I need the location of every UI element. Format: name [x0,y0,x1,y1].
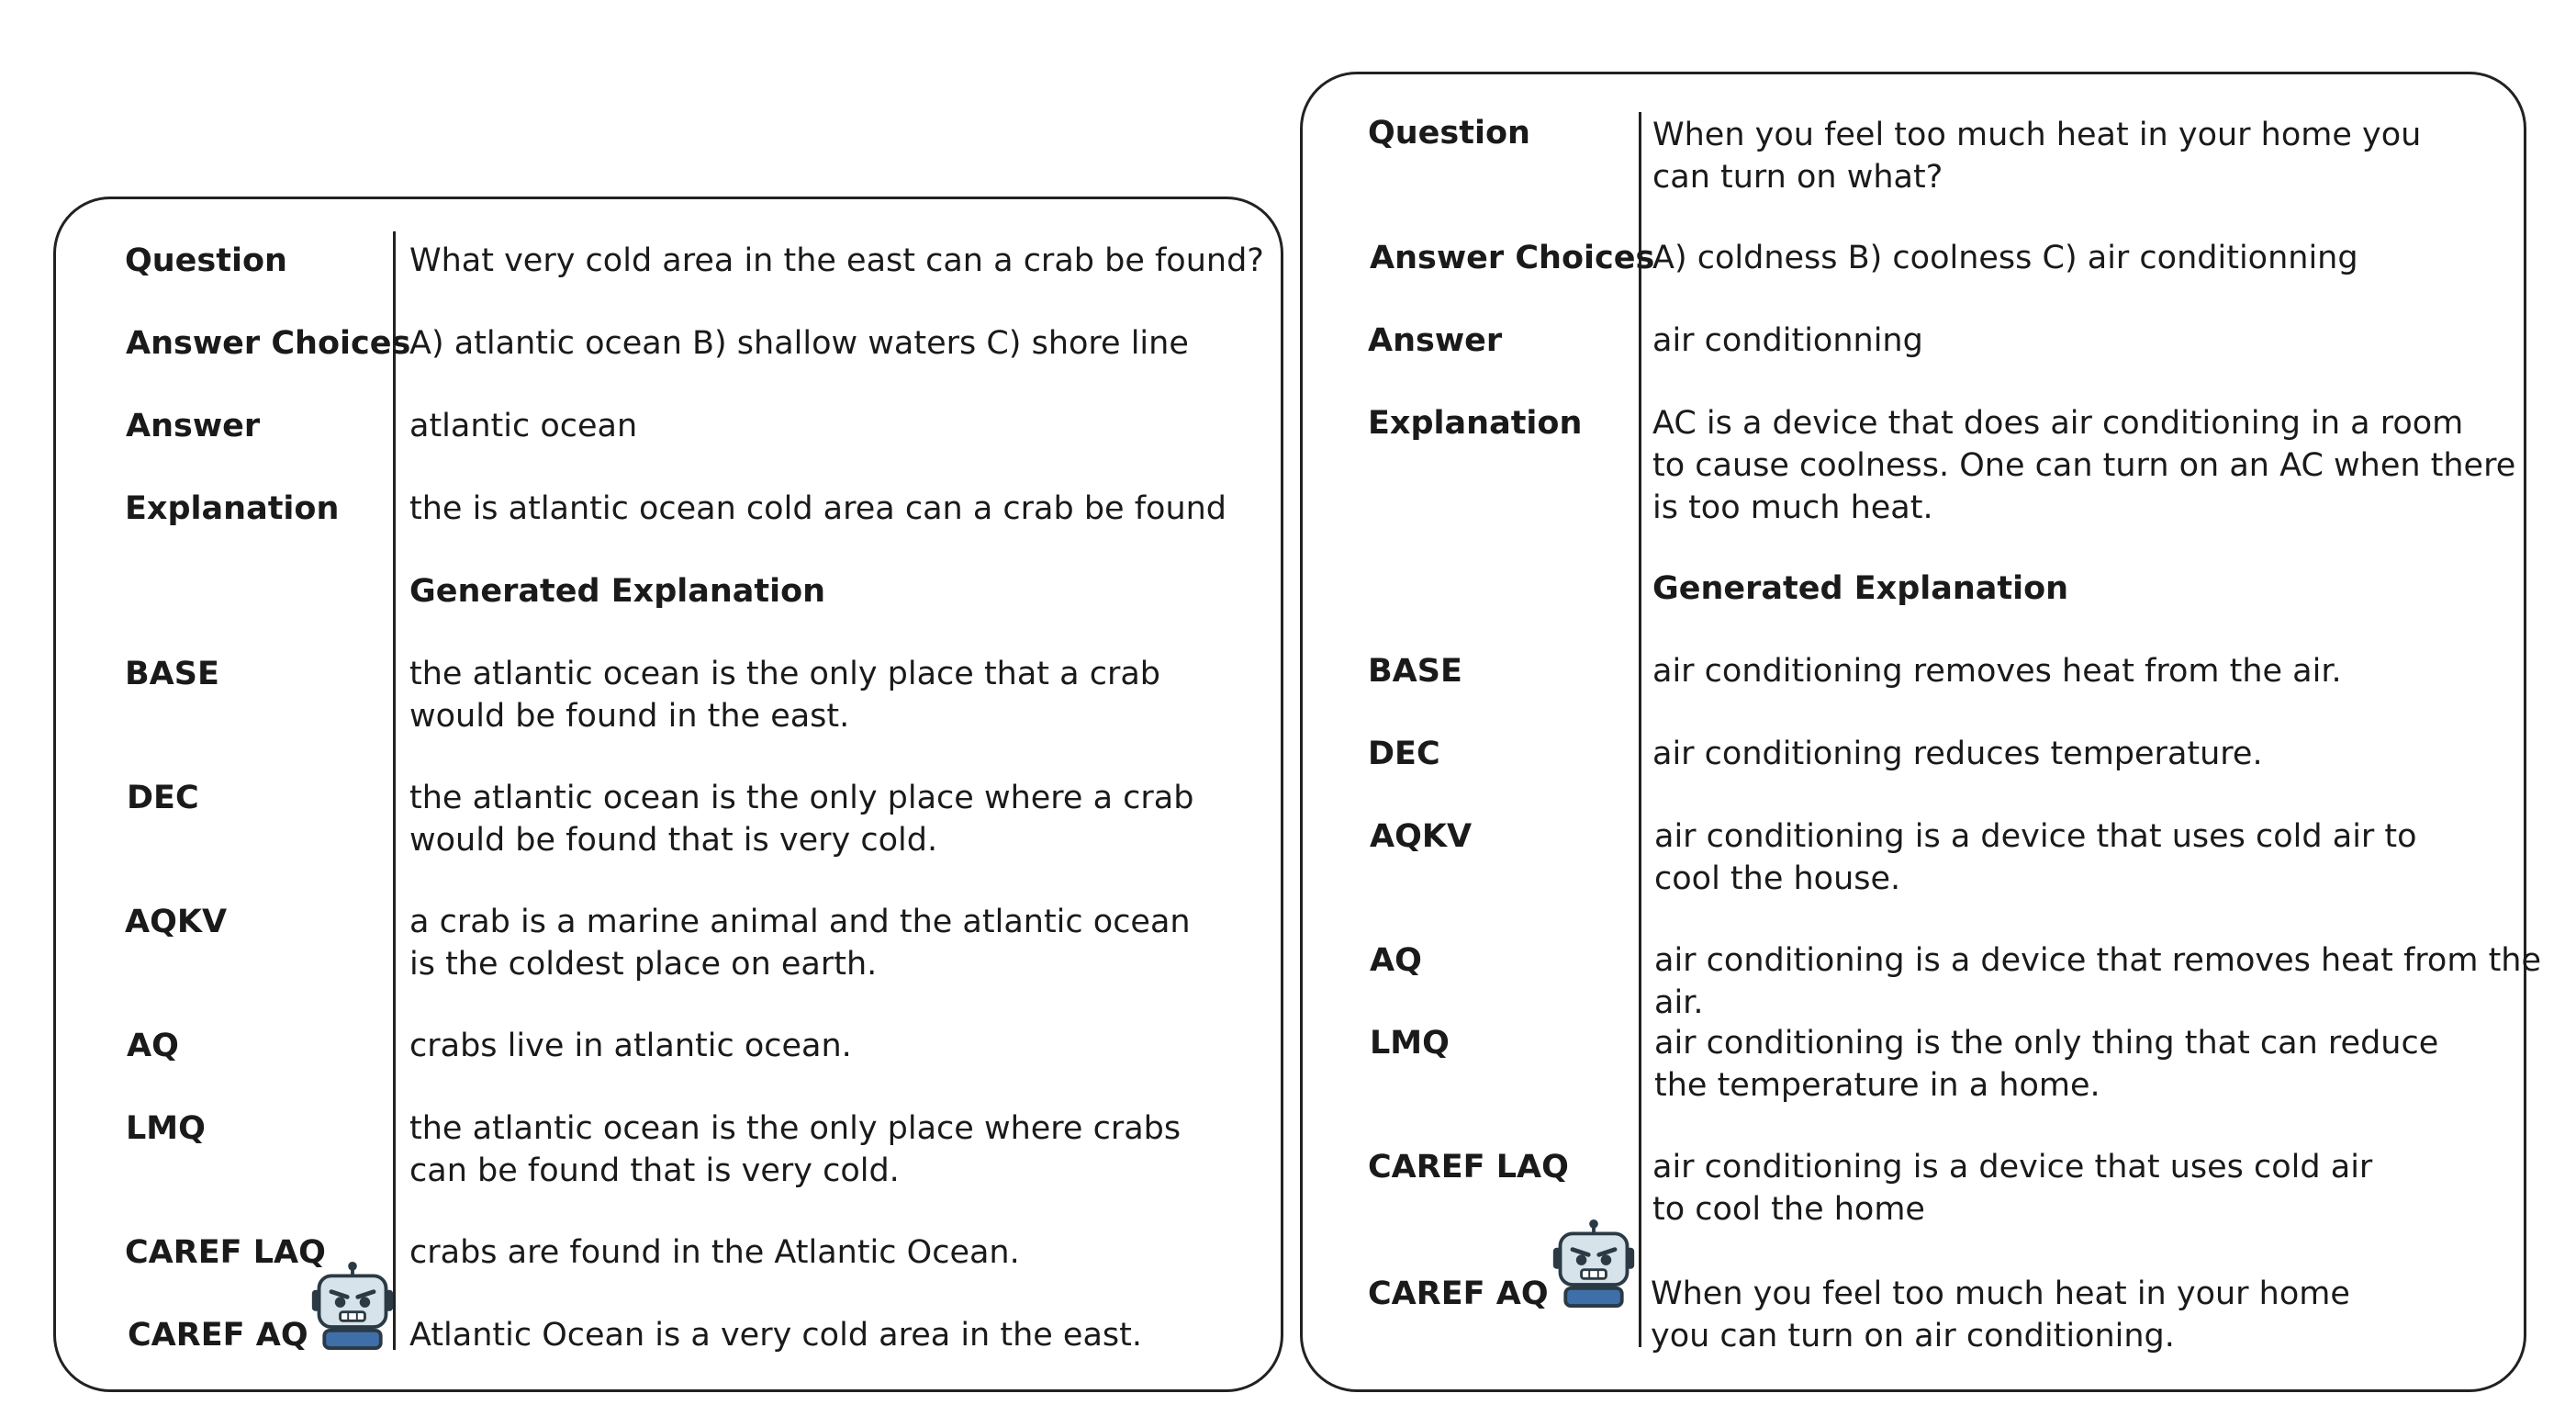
row-value: air conditioning reduces temperature. [1652,736,2263,772]
row-label: LMQ [126,1110,206,1147]
row-label: BASE [125,656,219,692]
row-label: CAREF AQ [1368,1276,1549,1312]
row-value: When you feel too much heat in your home you can turn on what? [1652,117,2422,196]
row-label: Answer [1368,322,1503,359]
row-value: a crab is a marine animal and the atlantic ocean is the coldest place on earth. [409,904,1191,983]
row-value: atlantic ocean [409,408,638,444]
row-value: the atlantic ocean is the only place that a crab would be found in the east. [409,656,1161,735]
robot-icon [308,1262,397,1350]
row-value: When you feel too much heat in your home you can turn on air conditioning. [1651,1276,2350,1354]
row-value: air conditionning [1652,322,1923,359]
row-value: A) coldness B) coolness C) air conditionning [1652,240,2358,276]
row-value: the is atlantic ocean cold area can a crab be found [409,490,1227,527]
row-label: DEC [127,780,199,816]
row-value: air conditioning is a device that uses cold air to cool the home [1652,1149,2373,1228]
row-label: CAREF AQ [128,1317,308,1354]
row-value: Atlantic Ocean is a very cold area in the east. [409,1317,1142,1354]
row-value: air conditioning is the only thing that can reduce the temperature in a home. [1654,1025,2439,1104]
row-label: Explanation [125,490,340,527]
row-label: CAREF LAQ [125,1234,326,1271]
row-label: Answer Choices [1370,240,1655,276]
robot-icon [1550,1219,1638,1308]
row-value: air conditioning is a device that removes heat from the air. [1654,942,2542,1021]
row-label: LMQ [1370,1025,1450,1062]
row-label: AQKV [125,904,228,940]
row-value: the atlantic ocean is the only place where crabs can be found that is very cold. [409,1110,1182,1189]
generated-explanation-heading: Generated Explanation [1652,570,2069,607]
row-value: the atlantic ocean is the only place where a crab would be found that is very cold. [409,780,1194,859]
row-label: BASE [1368,653,1462,690]
row-value: crabs live in atlantic ocean. [409,1028,852,1064]
row-label: AQKV [1370,818,1473,855]
row-label: Answer Choices [126,325,411,362]
row-label: Answer [126,408,261,444]
generated-explanation-heading: Generated Explanation [409,573,826,610]
row-value: crabs are found in the Atlantic Ocean. [409,1234,1020,1271]
row-value: air conditioning removes heat from the air. [1652,653,2342,690]
row-label: AQ [1370,942,1422,979]
row-value: What very cold area in the east can a crab be found? [409,242,1264,279]
row-value: air conditioning is a device that uses cold air to cool the house. [1654,818,2417,897]
row-label: AQ [127,1028,179,1064]
row-label: Explanation [1368,405,1583,442]
row-label: DEC [1368,736,1440,772]
row-value: A) atlantic ocean B) shallow waters C) shore line [409,325,1189,362]
row-value: AC is a device that does air conditioning in a room to cause coolness. One can turn on an AC when there is too much heat. [1652,405,2516,526]
row-label: Question [125,242,287,279]
column-divider [1639,112,1641,1347]
column-divider [393,231,396,1350]
row-label: CAREF LAQ [1368,1149,1569,1186]
row-label: Question [1368,115,1530,152]
